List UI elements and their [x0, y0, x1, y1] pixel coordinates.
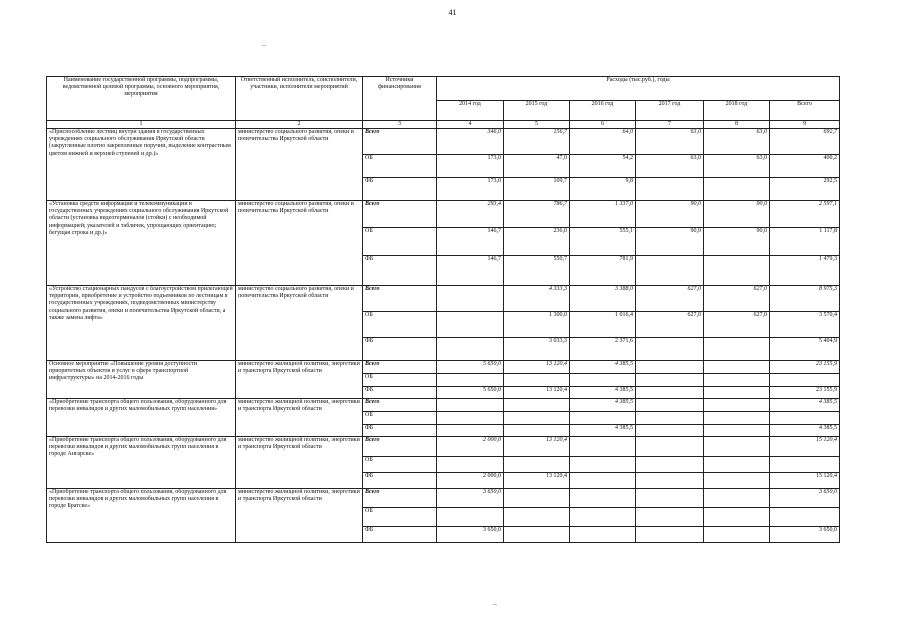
year-value: 63,0 [704, 155, 770, 178]
total-value: 2 597,1 [770, 201, 840, 228]
measure-name: «Приобретение транспорта общего пользования, оборудованного для перевозки инвалидов и других маломобильных групп населения в городе Ангарске» [47, 437, 236, 489]
year-value [636, 425, 704, 437]
year-value: 47,0 [504, 155, 570, 178]
total-value: 1 117,8 [770, 228, 840, 256]
total-value: 8 975,3 [770, 286, 840, 312]
year-value: 1 016,4 [570, 312, 636, 338]
year-value [636, 178, 704, 201]
total-value: 692,7 [770, 129, 840, 155]
year-value [437, 338, 504, 361]
year-value [504, 374, 570, 387]
year-value [504, 412, 570, 425]
year-value: 1 337,0 [570, 201, 636, 228]
year-value [636, 473, 704, 489]
page-number: 41 [448, 8, 457, 17]
year-value [437, 425, 504, 437]
year-value: 555,1 [570, 228, 636, 256]
funding-source: ФБ [363, 338, 437, 361]
year-value: 146,7 [437, 228, 504, 256]
year-value [636, 338, 704, 361]
funding-source: ОБ [363, 228, 437, 256]
measure-executor: министерство жилищной политики, энергетики и транспорта Иркутской области [236, 437, 363, 489]
year-value: 13 120,4 [504, 361, 570, 374]
total-value: 1 479,3 [770, 256, 840, 286]
column-index: 3 [363, 121, 437, 129]
total-value: 23 155,9 [770, 361, 840, 374]
funding-source: ФБ [363, 387, 437, 399]
year-value [636, 387, 704, 399]
funding-source: ОБ [363, 508, 437, 527]
year-value [704, 256, 770, 286]
column-index: 7 [636, 121, 704, 129]
year-value [636, 508, 704, 527]
year-value: 4 385,5 [570, 361, 636, 374]
year-value [704, 178, 770, 201]
year-value: 1 300,0 [504, 312, 570, 338]
year-value: 109,7 [504, 178, 570, 201]
year-value [704, 527, 770, 543]
funding-source: ФБ [363, 473, 437, 489]
table-row [47, 489, 840, 508]
year-value [504, 425, 570, 437]
total-value: 3 570,4 [770, 312, 840, 338]
year-value [437, 412, 504, 425]
year-value [570, 457, 636, 473]
year-value [570, 374, 636, 387]
year-value [704, 457, 770, 473]
year-value [704, 473, 770, 489]
funding-source: Всего [363, 286, 437, 312]
year-value: 63,0 [704, 129, 770, 155]
year-value: 3 033,3 [504, 338, 570, 361]
year-value: 13 120,4 [504, 387, 570, 399]
year-value: 627,0 [704, 312, 770, 338]
year-value: 2 371,6 [570, 338, 636, 361]
total-value [770, 508, 840, 527]
total-value: 3 650,0 [770, 489, 840, 508]
year-value [570, 489, 636, 508]
year-value: 146,7 [437, 256, 504, 286]
column-index: 2 [236, 121, 363, 129]
funding-source: Всего [363, 361, 437, 374]
table-row [47, 286, 840, 312]
measure-name: «Приобретение транспорта общего пользования, оборудованного для перевозки инвалидов и других маломобильных групп населения» [47, 399, 236, 437]
table-row [47, 437, 840, 457]
header-expenses: Расходы (тыс.руб.), годы [437, 77, 840, 101]
year-value: 627,0 [636, 286, 704, 312]
year-value: 627,0 [636, 312, 704, 338]
measure-executor: министерство жилищной политики, энергетики и транспорта Иркутской области [236, 399, 363, 437]
year-value [504, 489, 570, 508]
measure-name: Основное мероприятие «Повышение уровня доступности приоритетных объектов и услуг в сфере транспортной инфраструктуры» на 2014-2016 годы [47, 361, 236, 399]
year-value [636, 412, 704, 425]
year-value: 4 385,5 [570, 387, 636, 399]
year-value [504, 457, 570, 473]
year-value: 627,0 [704, 286, 770, 312]
funding-source: Всего [363, 489, 437, 508]
measure-executor: министерство социального развития, опеки и попечительства Иркутской области [236, 129, 363, 201]
year-value [636, 399, 704, 412]
total-value: 15 120,4 [770, 437, 840, 457]
year-value [570, 473, 636, 489]
funding-source: Всего [363, 399, 437, 412]
year-value [704, 338, 770, 361]
table-row [47, 201, 840, 228]
year-value: 64,0 [570, 129, 636, 155]
total-value [770, 374, 840, 387]
funding-source: ОБ [363, 312, 437, 338]
year-value [636, 489, 704, 508]
total-value: 3 650,0 [770, 527, 840, 543]
header-executor: Ответственный исполнитель, соисполнители, участники, исполнители мероприятий [236, 77, 363, 121]
measure-name: «Устройство стационарных пандусов с благоустройством прилегающей территории, приобретение и устройство подъемников по лестницам в государственных учреждениях, подведомственных министерству социального развития, опеки и попечительства Иркутской области, а также замена лифта» [47, 286, 236, 361]
funding-source: Всего [363, 437, 437, 457]
year-value [704, 425, 770, 437]
year-value [504, 527, 570, 543]
year-value [636, 527, 704, 543]
year-value: 786,7 [504, 201, 570, 228]
year-value: 3 388,0 [570, 286, 636, 312]
year-value: 9,8 [570, 178, 636, 201]
header-index-row [47, 121, 840, 129]
measure-executor: министерство социального развития, опеки и попечительства Иркутской области [236, 286, 363, 361]
year-value: 63,0 [636, 129, 704, 155]
total-value: 400,2 [770, 155, 840, 178]
year-value [704, 437, 770, 457]
year-value: 90,0 [636, 228, 704, 256]
header-year: 2018 год [704, 101, 770, 121]
year-value: 90,0 [636, 201, 704, 228]
year-value: 156,7 [504, 129, 570, 155]
total-value: 4 385,5 [770, 399, 840, 412]
funding-source: ОБ [363, 457, 437, 473]
table-row [47, 399, 840, 412]
column-index: 6 [570, 121, 636, 129]
year-value [570, 437, 636, 457]
year-value [704, 361, 770, 374]
year-value [570, 508, 636, 527]
year-value: 346,0 [437, 129, 504, 155]
year-value: 781,9 [570, 256, 636, 286]
year-value: 90,0 [704, 228, 770, 256]
year-value [704, 412, 770, 425]
total-value [770, 412, 840, 425]
year-value: 550,7 [504, 256, 570, 286]
column-index: 5 [504, 121, 570, 129]
header-year: 2014 год [437, 101, 504, 121]
year-value [437, 312, 504, 338]
year-value [437, 374, 504, 387]
header-row-top [47, 77, 840, 101]
year-value [704, 489, 770, 508]
measure-executor: министерство жилищной политики, энергетики и транспорта Иркутской области [236, 361, 363, 399]
year-value [704, 387, 770, 399]
funding-source: ФБ [363, 256, 437, 286]
year-value: 4 385,5 [570, 399, 636, 412]
year-value: 4 385,5 [570, 425, 636, 437]
year-value [437, 399, 504, 412]
table-row [47, 361, 840, 374]
year-value [504, 508, 570, 527]
header-year: 2017 год [636, 101, 704, 121]
measure-name: «Приспособление лестниц внутри здания в государственных учреждениях социального обслуживания Иркутской области (закругленные плотно закрепленные поручни, выделение контрастным цветом нижней и верхней ступеней и др.)» [47, 129, 236, 201]
funding-source: ФБ [363, 527, 437, 543]
year-value [570, 412, 636, 425]
year-value [636, 437, 704, 457]
year-value [437, 508, 504, 527]
year-value [437, 457, 504, 473]
funding-source: ОБ [363, 155, 437, 178]
column-index: 8 [704, 121, 770, 129]
year-value: 5 650,0 [437, 361, 504, 374]
funding-source: Всего [363, 129, 437, 155]
year-value: 13 120,4 [504, 473, 570, 489]
year-value: 13 120,4 [504, 437, 570, 457]
measure-name: «Установка средств информации и телекоммуникации в государственных учреждениях социального обслуживания Иркутской области (установка видеотерминалов (стойки) с необходимой информацией; указателей и табличек, упрощающих ориентацию; бегущая строка и др.)» [47, 201, 236, 286]
total-value: 4 385,5 [770, 425, 840, 437]
header-source: Источники финансирования [363, 77, 437, 121]
year-value: 2 000,0 [437, 437, 504, 457]
column-index: 9 [770, 121, 840, 129]
total-value: 23 155,9 [770, 387, 840, 399]
total-value: 15 120,4 [770, 473, 840, 489]
year-value: 5 650,0 [437, 387, 504, 399]
header-total: Всего [770, 101, 840, 121]
total-value: 5 404,9 [770, 338, 840, 361]
table-row [47, 129, 840, 155]
total-value [770, 457, 840, 473]
year-value: 3 650,0 [437, 527, 504, 543]
year-value [636, 374, 704, 387]
year-value: 236,0 [504, 228, 570, 256]
year-value [704, 508, 770, 527]
scan-mark [493, 604, 497, 605]
header-year: 2015 год [504, 101, 570, 121]
year-value: 90,0 [704, 201, 770, 228]
measure-executor: министерство жилищной политики, энергетики и транспорта Иркутской области [236, 489, 363, 543]
budget-body [47, 129, 840, 543]
funding-source: ФБ [363, 178, 437, 201]
year-value: 63,0 [636, 155, 704, 178]
year-value: 173,0 [437, 178, 504, 201]
funding-source: ОБ [363, 374, 437, 387]
year-value [636, 256, 704, 286]
column-index: 1 [47, 121, 236, 129]
total-value: 292,5 [770, 178, 840, 201]
funding-source: Всего [363, 201, 437, 228]
measure-name: «Приобретение транспорта общего пользования, оборудованного для перевозки инвалидов и других маломобильных групп населения в городе Братске» [47, 489, 236, 543]
header-year: 2016 год [570, 101, 636, 121]
year-value: 4 333,3 [504, 286, 570, 312]
year-value [636, 361, 704, 374]
year-value [504, 399, 570, 412]
scan-mark [262, 45, 266, 46]
header-name: Наименование государственной программы, подпрограммы, ведомственной целевой программы, основного мероприятия, мероприятия [47, 77, 236, 121]
measure-executor: министерство социального развития, опеки и попечительства Иркутской области [236, 201, 363, 286]
column-index: 4 [437, 121, 504, 129]
year-value: 3 650,0 [437, 489, 504, 508]
year-value: 2 000,0 [437, 473, 504, 489]
year-value [704, 399, 770, 412]
year-value [636, 457, 704, 473]
budget-table [46, 76, 840, 543]
funding-source: ФБ [363, 425, 437, 437]
year-value: 293,4 [437, 201, 504, 228]
year-value [437, 286, 504, 312]
year-value: 54,2 [570, 155, 636, 178]
year-value: 173,0 [437, 155, 504, 178]
year-value [570, 527, 636, 543]
funding-source: ОБ [363, 412, 437, 425]
year-value [704, 374, 770, 387]
